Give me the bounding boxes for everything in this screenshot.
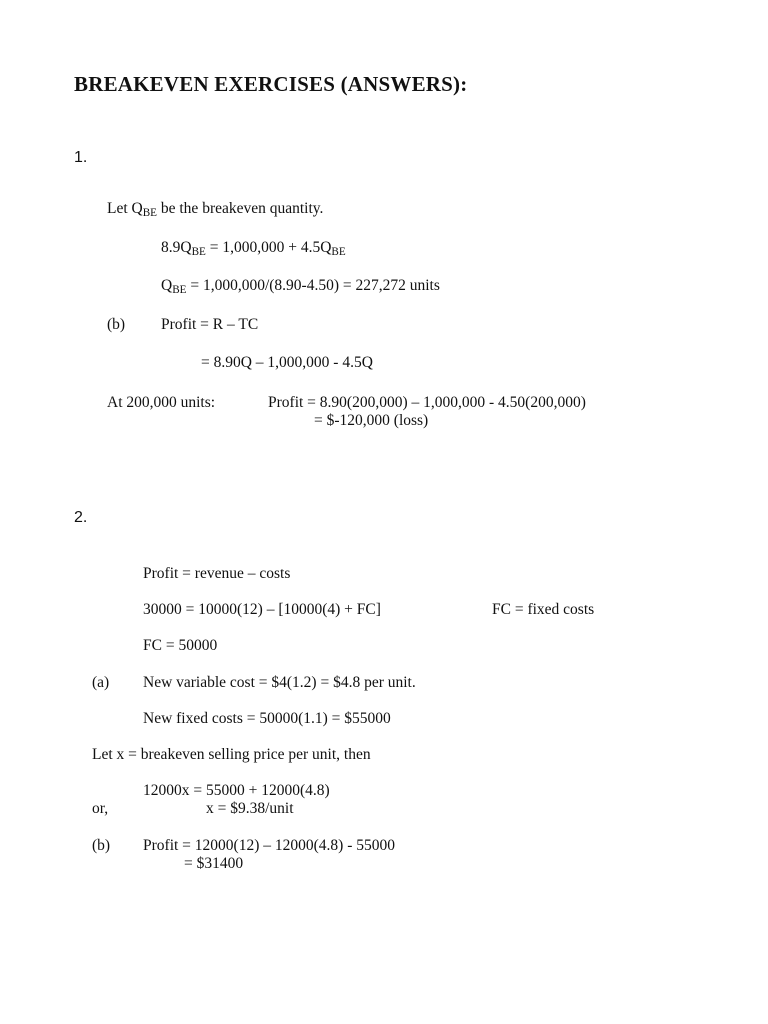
q1-profit-expression: = 8.90Q – 1,000,000 - 4.5Q: [201, 354, 373, 371]
q1-let-prefix: Let Q: [107, 200, 143, 217]
q2-fc-note: FC = fixed costs: [492, 601, 595, 618]
q1-profit-definition: Profit = R – TC: [161, 316, 259, 333]
q1-eq1-subscript-b: BE: [331, 245, 346, 258]
q2-new-fixed-costs: New fixed costs = 50000(1.1) = $55000: [143, 710, 391, 727]
q2-equation-x-1: 12000x = 55000 + 12000(4.8): [143, 782, 330, 799]
q1-at-units-result: = $-120,000 (loss): [314, 412, 429, 429]
q1-eq2-part-b: = 1,000,000/(8.90-4.50) = 227,272 units: [186, 277, 440, 294]
q2-profit-b-line-1: Profit = 12000(12) – 12000(4.8) - 55000: [143, 837, 395, 854]
q2-equation-x-2: x = $9.38/unit: [206, 800, 294, 817]
q2-fc-value: FC = 50000: [143, 637, 218, 654]
q1-at-units-label: At 200,000 units:: [107, 394, 216, 411]
q1-eq2-part-a: Q: [161, 277, 173, 294]
q1-eq1-part-b: = 1,000,000 + 4.5Q: [205, 239, 332, 256]
q1-let-statement: [107, 200, 323, 219]
q1-equation-1: [161, 239, 346, 258]
q1-eq1-part-a: 8.9Q: [161, 239, 192, 256]
question-2-number: 2.: [74, 509, 88, 526]
question-1-number: 1.: [74, 149, 88, 166]
page-title: BREAKEVEN EXERCISES (ANSWERS):: [74, 72, 468, 96]
q2-new-variable-cost: New variable cost = $4(1.2) = $4.8 per unit.: [143, 674, 416, 691]
q2-or-label: or,: [92, 800, 109, 817]
q2-profit-definition: Profit = revenue – costs: [143, 565, 291, 582]
q2-equation-1: 30000 = 10000(12) – [10000(4) + FC]: [143, 601, 381, 618]
q1-equation-2: [161, 277, 440, 296]
q1-eq1-subscript-a: BE: [191, 245, 206, 258]
q1-eq2-subscript: BE: [172, 283, 187, 296]
q1-let-suffix: be the breakeven quantity.: [157, 200, 324, 217]
q2-part-b-label: (b): [92, 837, 111, 854]
q2-profit-b-line-2: = $31400: [184, 855, 244, 872]
q2-let-x-statement: Let x = breakeven selling price per unit, then: [92, 746, 371, 763]
q1-let-subscript: BE: [142, 206, 157, 219]
q1-part-b-label: (b): [107, 316, 126, 333]
q2-part-a-label: (a): [92, 674, 110, 691]
q1-at-units-profit: Profit = 8.90(200,000) – 1,000,000 - 4.50(200,000): [268, 394, 586, 411]
